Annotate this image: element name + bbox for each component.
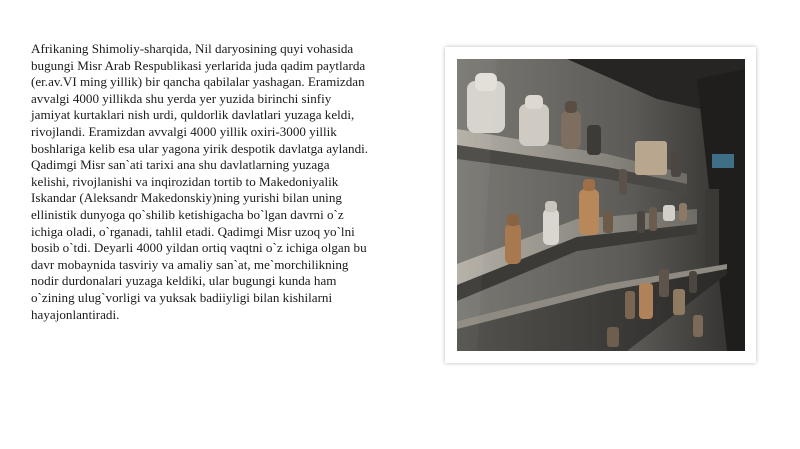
- exit-sign: [712, 154, 734, 168]
- photo-frame: [445, 47, 756, 363]
- body-paragraph: Afrikaning Shimoliy-sharqida, Nil daryosining quyi vohasida bugungi Misr Arab Respublikasi yerlarida juda qadim paytlarda (er.av.VI ming yillik) bir qancha qabilalar yashagan. Eramizdan avvalgi 4000 yillikda shu yerda yer yuzida birinchi sinfiy jamiyat kurtaklari nish urdi, quldorlik davlatlari yuzaga keldi, rivojlandi. Eramizdan avvalgi 4000 yillik oxiri-3000 yillik boshlariga kelib esa ular yagona yirik despotik davlatga aylandi. Qadimgi Misr san`ati tarixi ana shu davlatlarning yuzaga kelishi, rivojlanishi va inqirozidan tortib to Makedoniyalik Iskandar (Aleksandr Makedonskiy)ning yurishi bilan uning ellinistik dunyoga qo`shilib ketishigacha bo`lgan davrni o`z ichiga oladi, o`rganadi, tahlil etadi. Qadimgi Misr uzoq yo`lni bosib o`tdi. Deyarli 4000 yildan ortiq vaqtni o`z ichiga olgan bu davr mobaynida tasviriy va amaliy san`at, me`morchilikning nodir durdonalari yuzaga keldiki, ular bugungi kunda ham o`zining ulug`vorligi va yuksak badiiyligi bilan kishilarni hayajonlantiradi.: [31, 41, 369, 322]
- museum-gallery-photo: [457, 59, 745, 351]
